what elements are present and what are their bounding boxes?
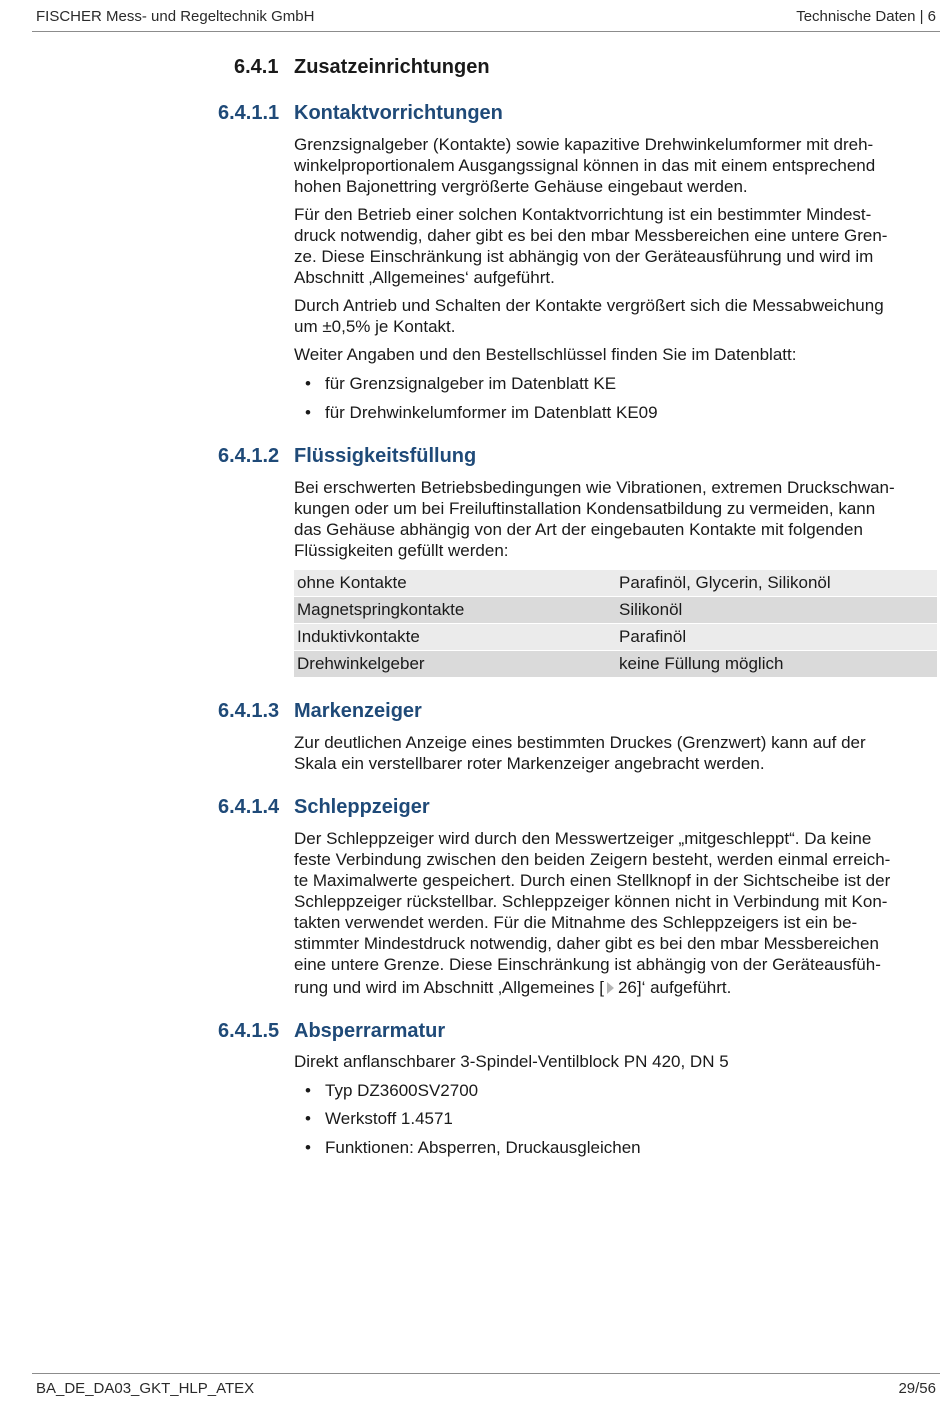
bullet-icon: • — [305, 374, 311, 393]
list-item — [305, 1137, 641, 1158]
text-line: Grenzsignalgeber (Kontakte) sowie kapazitive Drehwinkelumformer mit dreh- — [294, 135, 874, 154]
list-item — [305, 1108, 453, 1129]
subsection-heading-schleppzeiger — [218, 796, 430, 819]
text-line: um ±0,5% je Kontakt. — [294, 317, 456, 336]
text-line: Durch Antrieb und Schalten der Kontakte vergrößert sich die Messabweichung — [294, 296, 884, 315]
header-company: FISCHER Mess- und Regeltechnik GmbH — [36, 8, 315, 25]
paragraph — [294, 134, 940, 197]
text-line — [294, 977, 940, 998]
text-line: Weiter Angaben und den Bestellschlüssel finden Sie im Datenblatt: — [294, 345, 797, 364]
bullet-icon: • — [305, 1109, 311, 1128]
bullet-icon: • — [305, 403, 311, 422]
section-heading — [234, 56, 490, 79]
table-cell: keine Füllung möglich — [616, 651, 937, 678]
paragraph — [294, 204, 940, 288]
bullet-icon: • — [305, 1138, 311, 1157]
page-number: 29/56 — [898, 1380, 936, 1397]
text-line: Bei erschwerten Betriebsbedingungen wie Vibrationen, extremen Druckschwan- — [294, 478, 895, 497]
subsection-number: 6.4.1.5 — [218, 1020, 280, 1042]
text-line: ze. Diese Einschränkung ist abhängig von der Geräteausführung und wird im — [294, 247, 874, 266]
list-item — [305, 402, 658, 423]
text-line: stimmter Mindestdruck notwendig, daher gibt es bei den mbar Messbereichen — [294, 934, 879, 953]
text-line: eine untere Grenze. Diese Einschränkung ist abhängig von der Geräteausfüh- — [294, 955, 881, 974]
paragraph — [294, 828, 940, 998]
text-line: Der Schleppzeiger wird durch den Messwertzeiger „mitgeschleppt“. Da keine — [294, 829, 872, 848]
text-line: Für den Betrieb einer solchen Kontaktvorrichtung ist ein bestimmter Mindest- — [294, 205, 872, 224]
reference-link[interactable]: 26 — [617, 978, 637, 997]
text-fragment: ]‘ aufgeführt. — [636, 978, 732, 997]
paragraph — [294, 1051, 940, 1072]
header-chapter: Technische Daten | 6 — [796, 8, 936, 25]
table-row — [294, 624, 937, 651]
text-line: Direkt anflanschbarer 3-Spindel-Ventilblock PN 420, DN 5 — [294, 1052, 729, 1071]
table-cell: ohne Kontakte — [294, 570, 616, 597]
page-footer — [32, 1373, 940, 1400]
text-line: kungen oder um bei Freiluftinstallation Kondensatbildung zu vermeiden, kann — [294, 499, 876, 518]
subsection-number: 6.4.1.2 — [218, 445, 280, 467]
text-line: Abschnitt ‚Allgemeines‘ aufgeführt. — [294, 268, 555, 287]
subsection-heading-markenzeiger — [218, 700, 422, 723]
table-cell: Magnetspringkontakte — [294, 597, 616, 624]
page-header — [32, 6, 940, 32]
list-item-text: Typ DZ3600SV2700 — [325, 1081, 479, 1100]
table-cell: Drehwinkelgeber — [294, 651, 616, 678]
text-line: Schleppzeiger rückstellbar. Schleppzeiger können nicht in Verbindung mit Kon- — [294, 892, 888, 911]
list-item-text: Funktionen: Absperren, Druckausgleichen — [325, 1138, 641, 1157]
table-cell: Parafinöl, Glycerin, Silikonöl — [616, 570, 937, 597]
table-row — [294, 570, 937, 597]
text-line: feste Verbindung zwischen den beiden Zeigern besteht, werden einmal erreich- — [294, 850, 891, 869]
list-item-text: für Drehwinkelumformer im Datenblatt KE09 — [325, 403, 658, 422]
reference-arrow-icon[interactable] — [607, 982, 614, 994]
subsection-title: Absperrarmatur — [294, 1020, 446, 1042]
subsection-title: Kontaktvorrichtungen — [294, 102, 503, 124]
subsection-number: 6.4.1.3 — [218, 700, 280, 722]
subsection-title: Schleppzeiger — [294, 796, 430, 818]
table-row — [294, 651, 937, 678]
text-line: takten verwendet werden. Für die Mitnahme des Schleppzeigers ist ein be- — [294, 913, 858, 932]
table-cell: Silikonöl — [616, 597, 937, 624]
section-title: Zusatzeinrichtungen — [294, 56, 490, 78]
subsection-number: 6.4.1.1 — [218, 102, 280, 124]
table-row — [294, 597, 937, 624]
subsection-heading-absperrarmatur — [218, 1020, 445, 1043]
list-item-text: Werkstoff 1.4571 — [325, 1109, 453, 1128]
paragraph — [294, 344, 940, 365]
text-line: winkelproportionalem Ausgangssignal können in das mit einem entsprechend — [294, 156, 876, 175]
document-id: BA_DE_DA03_GKT_HLP_ATEX — [36, 1380, 255, 1397]
paragraph — [294, 477, 940, 561]
section-number: 6.4.1 — [234, 56, 279, 78]
subsection-number: 6.4.1.4 — [218, 796, 280, 818]
text-line: Skala ein verstellbarer roter Markenzeiger angebracht werden. — [294, 754, 765, 773]
subsection-heading-kontakt — [218, 102, 503, 125]
paragraph — [294, 295, 940, 337]
text-line: druck notwendig, daher gibt es bei den mbar Messbereichen eine untere Gren- — [294, 226, 888, 245]
table-cell: Induktivkontakte — [294, 624, 616, 651]
subsection-title: Markenzeiger — [294, 700, 422, 722]
list-item-text: für Grenzsignalgeber im Datenblatt KE — [325, 374, 617, 393]
paragraph — [294, 732, 940, 774]
fill-liquid-table — [294, 570, 937, 678]
list-item — [305, 1080, 478, 1101]
text-line: Zur deutlichen Anzeige eines bestimmten Druckes (Grenzwert) kann auf der — [294, 733, 866, 752]
text-line: hohen Bajonettring vergrößerte Gehäuse eingebaut werden. — [294, 177, 748, 196]
bullet-icon: • — [305, 1081, 311, 1100]
subsection-heading-fuellung — [218, 445, 476, 468]
table-cell: Parafinöl — [616, 624, 937, 651]
text-line: te Maximalwerte gespeichert. Durch einen Stellknopf in der Sichtscheibe ist der — [294, 871, 891, 890]
text-fragment: rung und wird im Abschnitt ‚Allgemeines [ — [294, 978, 604, 997]
text-line: das Gehäuse abhängig von der Art der eingebauten Kontakte mit folgenden — [294, 520, 863, 539]
list-item — [305, 373, 616, 394]
subsection-title: Flüssigkeitsfüllung — [294, 445, 477, 467]
text-line: Flüssigkeiten gefüllt werden: — [294, 541, 509, 560]
